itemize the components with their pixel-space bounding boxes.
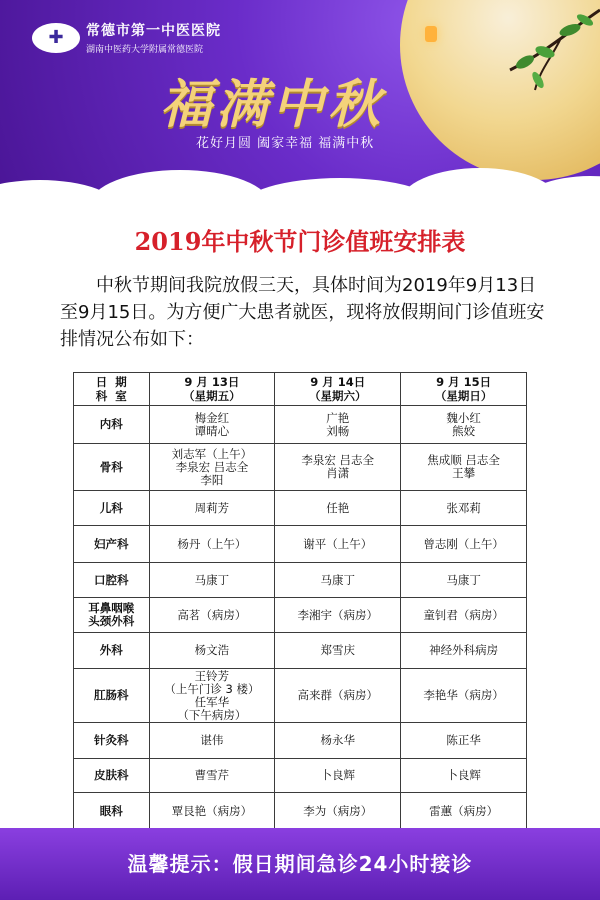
duty-cell: 李湘宇（病房） [275, 598, 401, 633]
duty-cell: 任艳 [275, 491, 401, 526]
footer-banner [0, 828, 600, 900]
banner-slogan: 花好月圆 阖家幸福 福满中秋 [196, 136, 375, 151]
duty-cell: 谢平（上午） [275, 526, 401, 563]
header-banner [0, 0, 600, 210]
duty-cell: 神经外科病房 [401, 633, 527, 669]
duty-cell: 杨丹（上午） [149, 526, 275, 563]
corner-dept-label: 科 室 [95, 389, 127, 403]
dept-cell: 皮肤科 [74, 759, 150, 793]
duty-cell: 曾志刚（上午） [401, 526, 527, 563]
hospital-logo [32, 20, 221, 55]
duty-cell: 李艳华（病房） [401, 669, 527, 723]
hospital-name: 常德市第一中医医院 [86, 23, 221, 39]
day-header [149, 373, 275, 406]
duty-cell: 张邓莉 [401, 491, 527, 526]
table-row [74, 669, 527, 723]
duty-cell: 魏小红 熊姣 [401, 406, 527, 444]
duty-cell: 杨永华 [275, 723, 401, 759]
logo-icon: ✚ [32, 23, 80, 53]
intro-paragraph: 中秋节期间我院放假三天，具体时间为2019年9月13日至9月15日。为方便广大患者就医，现将放假期间门诊值班安排情况公布如下： [60, 275, 545, 350]
day-weekday: （星期五） [183, 389, 241, 403]
table-row [74, 793, 527, 830]
dept-cell: 耳鼻咽喉 头颈外科 [74, 598, 150, 633]
day-weekday: （星期日） [434, 389, 493, 403]
duty-cell: 李泉宏 吕志全 肖潇 [275, 444, 401, 491]
table-row [74, 598, 527, 633]
duty-cell: 高来群（病房） [275, 669, 401, 723]
duty-cell: 周莉芳 [149, 491, 275, 526]
dept-cell: 针灸科 [74, 723, 150, 759]
day-header [401, 373, 527, 406]
table-row [74, 526, 527, 563]
duty-cell: 李为（病房） [275, 793, 401, 830]
table-row [74, 563, 527, 598]
day-date: 9 月 13日 [184, 375, 240, 389]
lantern-decoration [425, 26, 437, 42]
duty-cell: 童钊君（病房） [401, 598, 527, 633]
dept-cell: 骨科 [74, 444, 150, 491]
hospital-subtitle: 湖南中医药大学附属常德医院 [86, 45, 204, 55]
day-date: 9 月 15日 [436, 375, 492, 389]
duty-cell: 曹雪芹 [149, 759, 275, 793]
dept-cell: 口腔科 [74, 563, 150, 598]
duty-cell: 卜良辉 [401, 759, 527, 793]
dept-cell: 眼科 [74, 793, 150, 830]
corner-header [74, 373, 150, 406]
duty-cell: 覃艮艳（病房） [149, 793, 275, 830]
duty-cell: 杨文浩 [149, 633, 275, 669]
table-row [74, 444, 527, 491]
day-date: 9 月 14日 [310, 375, 366, 389]
duty-cell: 马康丁 [275, 563, 401, 598]
page-title: 2019年中秋节门诊值班安排表 [134, 227, 466, 256]
duty-cell: 刘志军（上午） 李泉宏 吕志全 李阳 [149, 444, 275, 491]
duty-cell: 雷蕙（病房） [401, 793, 527, 830]
duty-cell: 马康丁 [149, 563, 275, 598]
table-row [74, 406, 527, 444]
table-row [74, 491, 527, 526]
table-header-row [74, 373, 527, 406]
table-row [74, 633, 527, 669]
dept-cell: 内科 [74, 406, 150, 444]
duty-cell: 梅金红 谭晴心 [149, 406, 275, 444]
duty-cell: 马康丁 [401, 563, 527, 598]
duty-cell: 焦成顺 吕志全 王攀 [401, 444, 527, 491]
dept-cell: 外科 [74, 633, 150, 669]
duty-schedule-table [73, 372, 527, 830]
day-weekday: （星期六） [308, 389, 367, 403]
banner-title: 福满中秋 [160, 74, 385, 135]
duty-cell: 郑雪庆 [275, 633, 401, 669]
dept-cell: 肛肠科 [74, 669, 150, 723]
table-row [74, 723, 527, 759]
duty-cell: 卜良辉 [275, 759, 401, 793]
footer-notice: 温馨提示：假日期间急诊24小时接诊 [127, 852, 473, 876]
duty-cell: 王铃芳 （上午门诊 3 楼） 任军华 （下午病房） [149, 669, 275, 723]
duty-cell: 高茗（病房） [149, 598, 275, 633]
day-header [275, 373, 401, 406]
duty-cell: 陈正华 [401, 723, 527, 759]
dept-cell: 儿科 [74, 491, 150, 526]
duty-cell: 谌伟 [149, 723, 275, 759]
branch-decoration [450, 0, 600, 100]
corner-date-label: 日 期 [95, 375, 127, 389]
dept-cell: 妇产科 [74, 526, 150, 563]
duty-cell: 广艳 刘畅 [275, 406, 401, 444]
table-row [74, 759, 527, 793]
